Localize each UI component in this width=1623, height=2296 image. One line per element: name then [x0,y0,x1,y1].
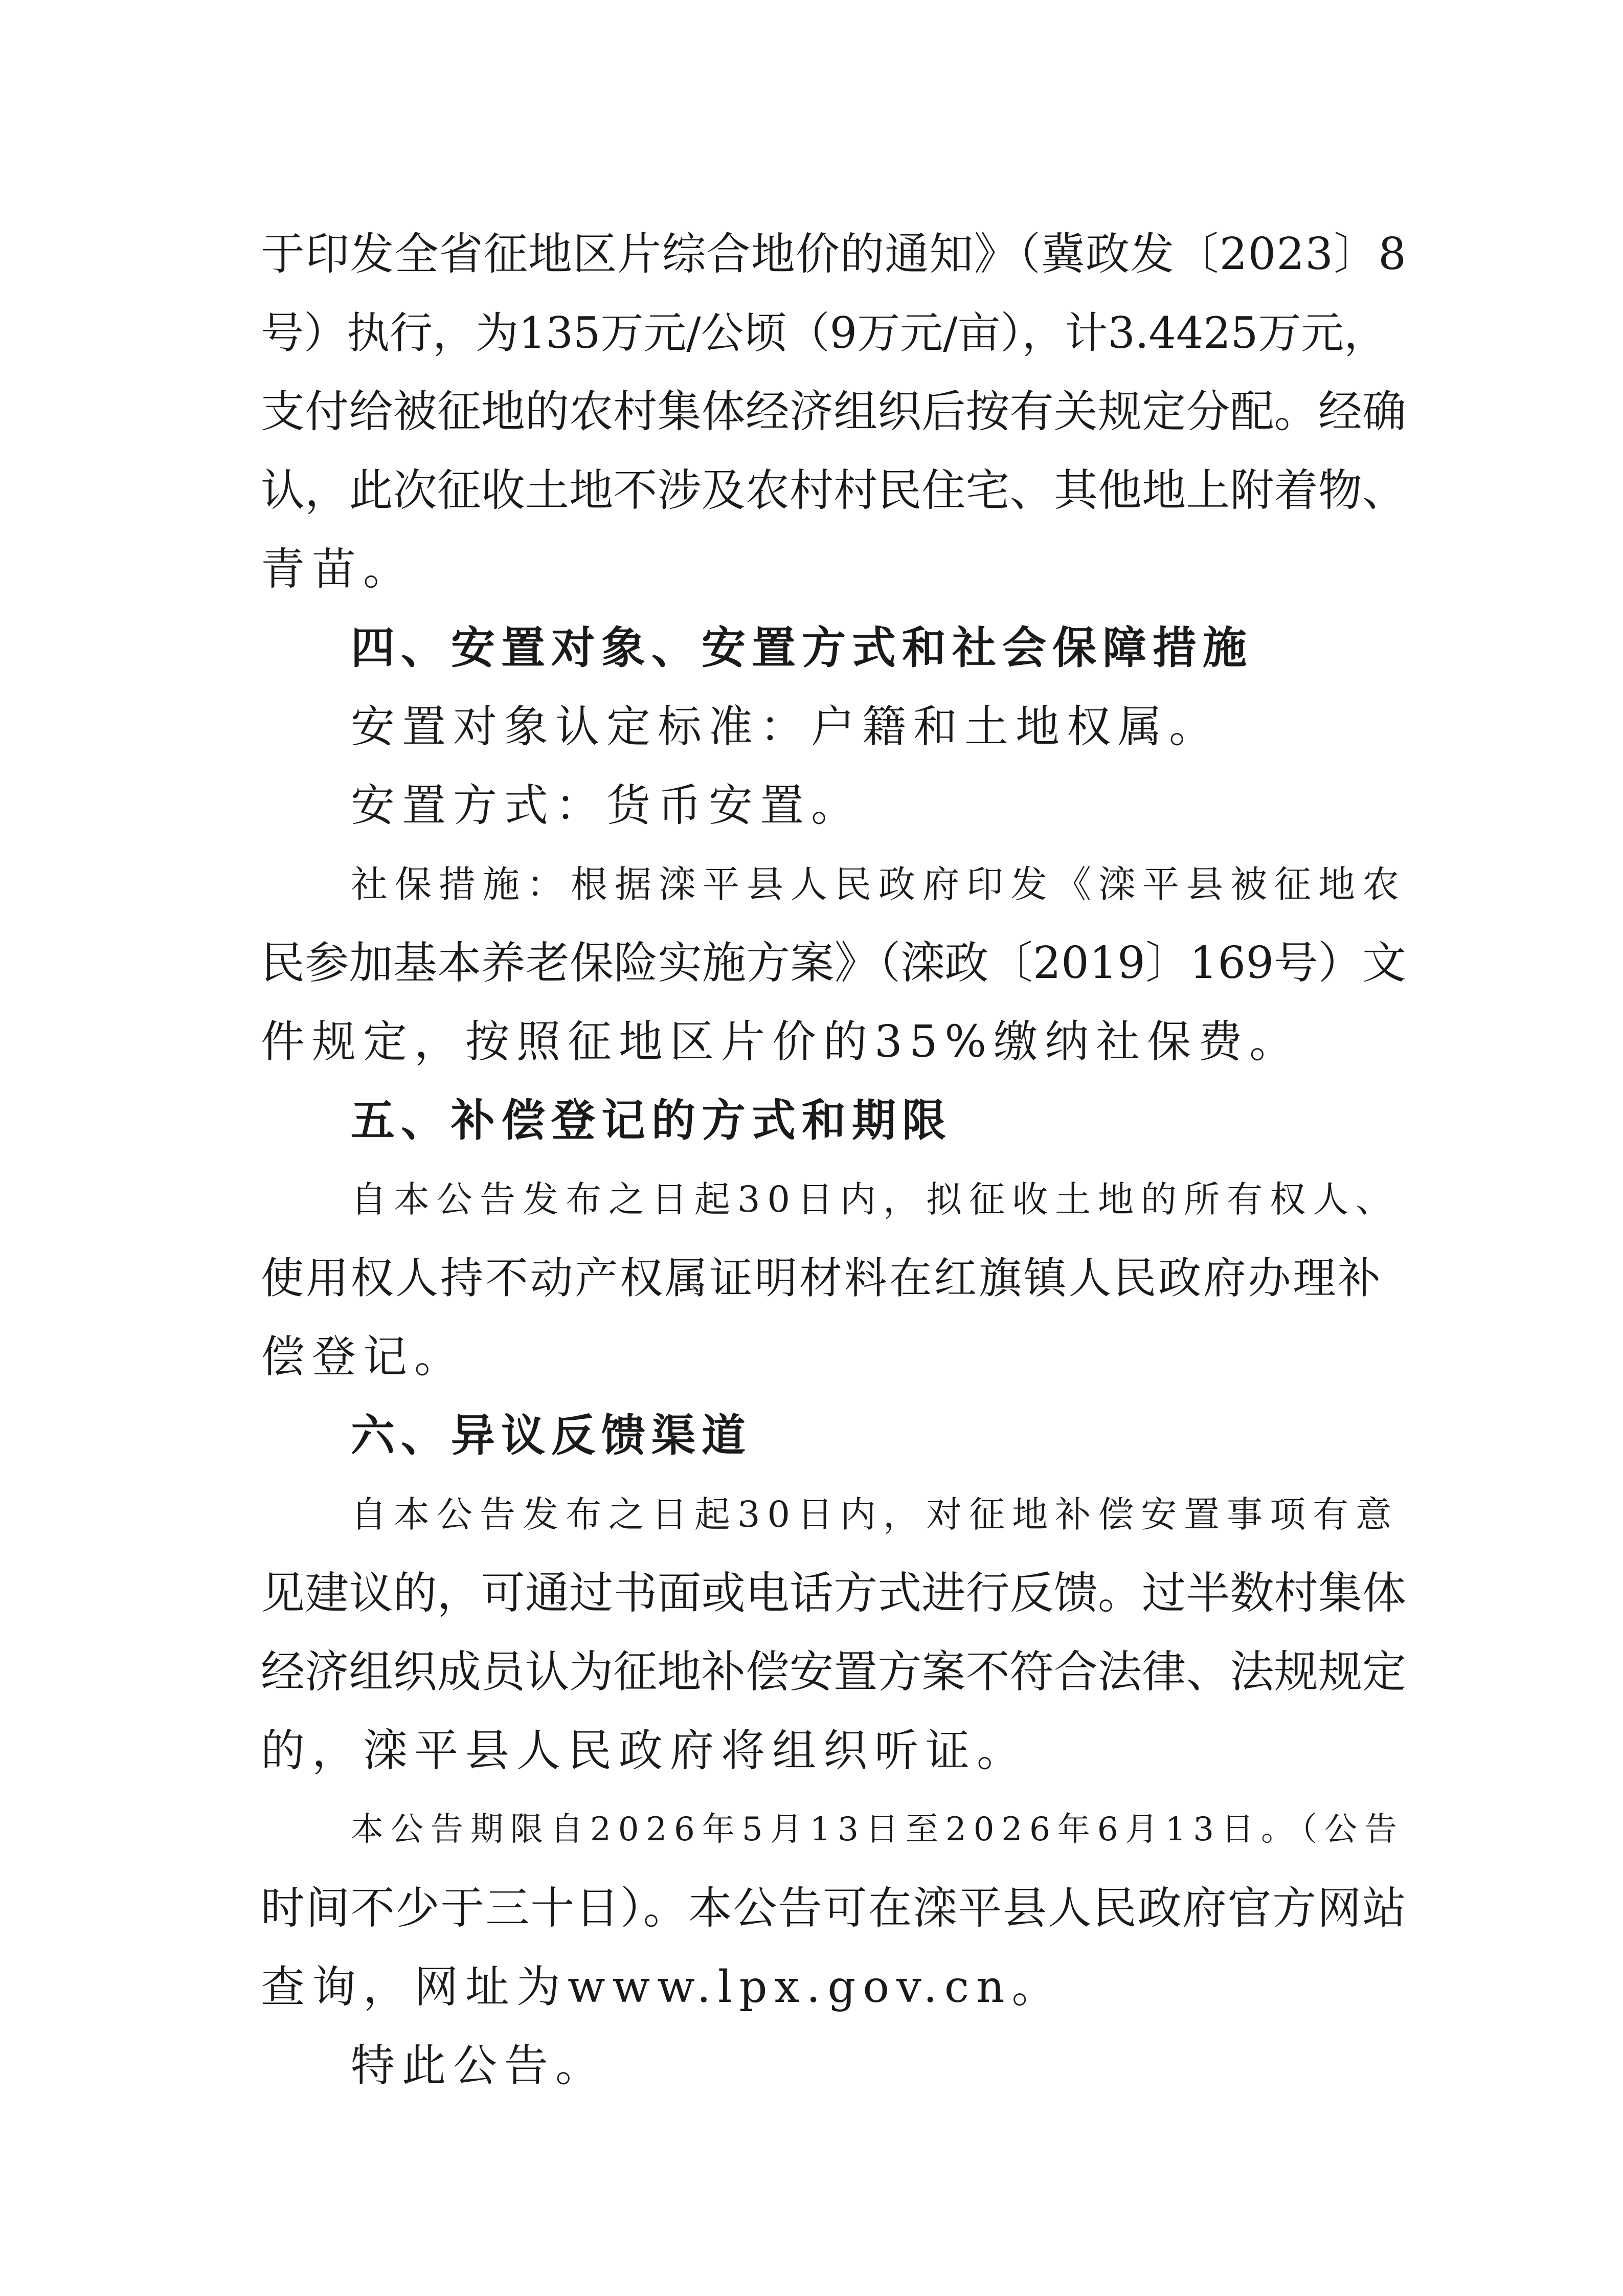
paragraph-line [261,451,1406,530]
line-text: 支付给被征地的农村集体经济组织后按有关规定分配。经确 [261,386,1407,437]
paragraph-line: 件规定，按照征地区片价的35%缴纳社保费。 [261,1016,1301,1067]
section-heading-4: 四、安置对象、安置方式和社会保障措施 [351,622,1253,674]
paragraph-line [261,1554,1406,1633]
paragraph-line: 安置对象认定标准：户籍和土地权属。 [351,701,1220,752]
line-text: 时间不少于三十日）。本公告可在滦平县人民政府官方网站 [261,1883,1407,1934]
paragraph-line: 自本公告发布之日起30日内，对征地补偿安置事项有意 [351,1493,1399,1535]
paragraph-line: 社保措施：根据滦平县人民政府印发《滦平县被征地农 [351,863,1407,906]
document-body [261,215,1406,2105]
paragraph-line [261,1239,1406,1318]
line-text: 于印发全省征地区片综合地价的通知》（冀政发〔2023〕8 [261,229,1407,280]
paragraph-line: 自本公告发布之日起30日内，拟征收土地的所有权人、 [351,1178,1399,1220]
paragraph-line [261,1633,1406,1711]
paragraph-line [261,1869,1406,1948]
line-text: 认，此次征收土地不涉及农村村民住宅、其他地上附着物、 [261,465,1407,516]
section-heading-5: 五、补偿登记的方式和期限 [351,1095,952,1146]
line-text: 号）执行，为135万元/公顷（9万元/亩），计3.4425万元， [261,308,1387,358]
paragraph-line [261,294,1406,372]
paragraph-line [261,215,1406,294]
line-text: 使用权人持不动产权属证明材料在红旗镇人民政府办理补 [261,1253,1383,1303]
line-text: 经济组织成员认为征地补偿安置方案不符合法律、法规规定 [261,1646,1407,1698]
paragraph-line: 偿登记。 [261,1331,465,1383]
section-heading-6: 六、异议反馈渠道 [351,1410,752,1461]
closing-line: 特此公告。 [351,2040,606,2091]
line-text: 民参加基本养老保险实施方案》（滦政〔2019〕169号）文 [261,938,1407,989]
paragraph-line: 本公告期限自2026年5月13日至2026年6月13日。（公告 [351,1811,1405,1848]
paragraph-line: 查询，网址为www.lpx.gov.cn。 [261,1961,1063,2013]
paragraph-line: 安置方式：货币安置。 [351,780,862,831]
paragraph-line [261,372,1406,451]
line-text: 见建议的，可通过书面或电话方式进行反馈。过半数村集体 [261,1568,1407,1619]
paragraph-line: 青苗。 [261,544,414,595]
paragraph-line [261,924,1406,1002]
paragraph-line: 的，滦平县人民政府将组织听证。 [261,1725,1028,1776]
